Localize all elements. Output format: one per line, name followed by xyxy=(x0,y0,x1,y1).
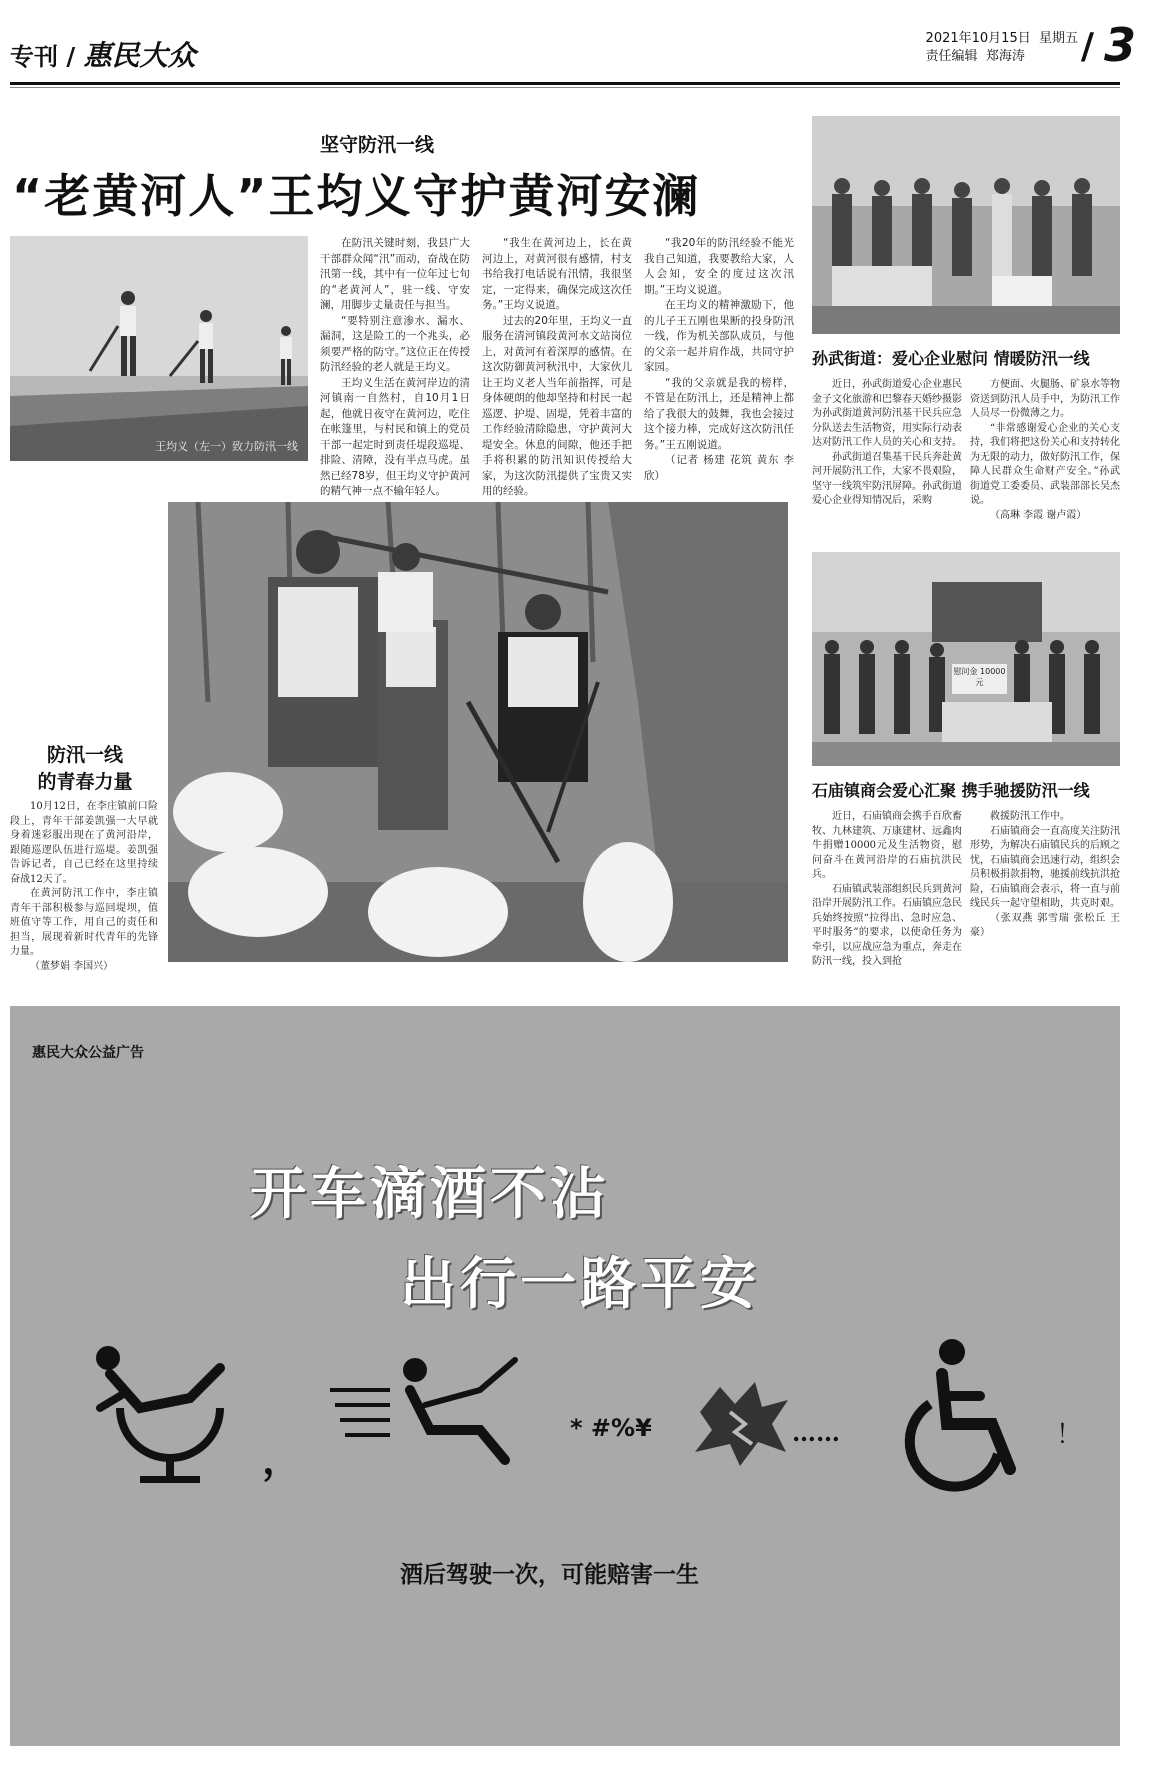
photo-caption: 王均义（左一）致力防汛一线 xyxy=(155,440,298,453)
article-column-3 xyxy=(644,236,794,484)
ad-slogan-line-1: 开车滴酒不沾 xyxy=(250,1161,610,1227)
photo-sandbag-work xyxy=(168,502,788,962)
issue-date: 2021年10月15日 xyxy=(925,31,1031,46)
section-slash: / xyxy=(66,42,76,71)
issue-weekday: 星期五 xyxy=(1038,31,1078,46)
wine-glass-figure-icon xyxy=(80,1338,250,1492)
youth-byline: （董梦娟 李国兴） xyxy=(30,960,114,972)
shimiao-column-2 xyxy=(970,810,1120,941)
youth-paragraph: 10月12日，在李庄镇前口险段上，青年干部姜凯强一大早就身着迷彩服出现在了黄河沿岸，跟随巡逻队伍进行巡堤。姜凯强告诉记者，自己已经在这里持续奋战12天了。 xyxy=(10,801,158,885)
section-name: 专刊 xyxy=(10,42,58,71)
shimiao-paragraph: 石庙镇商会一直高度关注防汛形势，为解决石庙镇民兵的后顾之忧，石庙镇商会迅速行动，组织会员积极捐款捐物，驰援前线抗洪抢险，石庙镇商会表示，将一直与前线民兵一起守望相助，共克时艰。 xyxy=(970,825,1120,909)
article-column-2 xyxy=(482,236,632,500)
article-paragraph: “我的父亲就是我的榜样，不管是在防汛上，还是精神上都给了我很大的鼓舞，我也会接过这个接力棒，完成好这次防汛任务。”王五刚说道。 xyxy=(644,376,794,451)
sunwu-paragraph: 孙武街道召集基干民兵奔赴黄河开展防汛工作，大家不畏艰险，坚守一线筑牢防汛屏障。孙武街道爱心企业得知情况后，采购 xyxy=(812,451,962,506)
youth-paragraph: 在黄河防汛工作中，李庄镇青年干部积极参与巡回堤坝，值班值守等工作，用自己的责任和担当，展现着新时代青年的先锋力量。 xyxy=(10,888,158,957)
article-byline: （记者 杨建 花筑 黄东 李欣） xyxy=(644,454,794,482)
ad-label: 惠民大众公益广告 xyxy=(32,1045,144,1061)
speeding-figure-icon xyxy=(330,1350,530,1474)
photo-river-bank xyxy=(10,236,308,461)
article-column-1 xyxy=(320,236,470,500)
shimiao-paragraph: 石庙镇武装部组织民兵到黄河沿岸开展防汛工作。石庙镇应急民兵始终按照“拉得出、急时应急、平时服务”的要求，以使命任务为牵引，以应战应急为重点，奔走在防汛一线，投入到抢 xyxy=(812,883,962,967)
article-paragraph: 王均义生活在黄河岸边的清河镇南一自然村，自10月1日起，他就日夜守在黄河边，吃住在帐篷里，与村民和镇上的党员干部一起定时到责任堤段巡堤、排险、清障，没有半点马虎。虽然已经78岁，但王均义守护黄河的精气神一点不输年轻人。 xyxy=(320,376,470,497)
youth-title xyxy=(10,742,160,796)
sunwu-column-1 xyxy=(812,378,962,509)
crash-burst-icon xyxy=(690,1382,790,1470)
photo-shimiao-donation xyxy=(812,552,1120,766)
article-paragraph: “要特别注意渗水、漏水、漏洞，这是险工的一个兆头，必须要严格的防守。”这位正在传授防汛经验的老人就是王均义。 xyxy=(320,314,470,373)
shimiao-title: 石庙镇商会爱心汇聚 携手驰援防汛一线 xyxy=(812,781,1090,800)
issue-info xyxy=(926,30,1078,66)
editor-name: 郑海涛 xyxy=(985,49,1025,64)
shimiao-paragraph: 近日，石庙镇商会携手百欣畜牧、九林建筑、万康建材、远鑫肉牛捐赠10000元及生活物资，慰问奋斗在黄河沿岸的石庙抗洪民兵。 xyxy=(812,811,962,880)
article-paragraph: “我20年的防汛经验不能光我自己知道，我要教给大家，人人会知，安全的度过这次汛期。”王均义说道。 xyxy=(644,237,794,296)
brand-name: 惠民大众 xyxy=(83,39,196,72)
sunwu-paragraph: “非常感谢爱心企业的关心支持，我们将把这份关心和支持转化为无限的动力，做好防汛工作，保障人民群众生命财产安全。”孙武街道党工委委员、武装部部长吴杰说。 xyxy=(970,422,1120,506)
article-paragraph: 在王均义的精神激励下，他的儿子王五刚也果断的投身防汛一线，作为机关部队成员，与他的父亲一起并肩作战，共同守护家园。 xyxy=(644,299,794,373)
youth-body xyxy=(10,800,158,974)
photo-sunwu-group xyxy=(812,116,1120,334)
sunwu-column-2 xyxy=(970,378,1120,523)
youth-title-line-2: 的青春力量 xyxy=(37,771,133,793)
ad-exclamation: ！ xyxy=(1056,1420,1083,1450)
shimiao-column-1 xyxy=(812,810,962,970)
article-paragraph: “我生在黄河边上，长在黄河边上，对黄河很有感情，村支书给我打电话说有汛情，我很坚定，一定得来，确保完成这次任务。”王均义说道。 xyxy=(482,237,632,311)
section-label xyxy=(10,34,196,74)
shimiao-byline: （张双燕 郭雪瑞 张松丘 王豪） xyxy=(970,912,1120,938)
article-kicker: 坚守防汛一线 xyxy=(320,134,435,156)
masthead-rule-thin xyxy=(10,87,1120,88)
ad-curse-symbols: * #%¥ xyxy=(570,1414,652,1442)
masthead-rule xyxy=(10,82,1120,85)
wheelchair-icon xyxy=(892,1334,1042,1498)
ad-comma: ， xyxy=(262,1436,302,1483)
sunwu-paragraph: 方便面、火腿肠、矿泉水等物资送到防汛人员手中，为防汛工作人员尽一份微薄之力。 xyxy=(970,379,1120,419)
page-number: 3 xyxy=(1103,18,1136,72)
sunwu-paragraph: 近日，孙武街道爱心企业惠民金子文化旅游和巴黎春天婚纱摄影为孙武街道黄河防汛基干民兵应急分队送去生活物资，用实际行动表达对防汛工作人员的关心和支持。 xyxy=(812,379,962,448)
article-paragraph: 过去的20年里，王均义一直服务在清河镇段黄河水文站岗位上，对黄河有着深厚的感情。在这次防御黄河秋汛中，大家伙儿让王均义老人当年前指挥，可是身体硬朗的他却坚持和村民一起巡逻、护堤、固堤，凭着丰富的工作经验清除隐患，守护黄河大堤安全。休息的间隙，他还手把手将积累的防汛知识传授给大家，为这次防汛提供了宝贵又实用的经验。 xyxy=(482,314,632,497)
shimiao-paragraph: 救援防汛工作中。 xyxy=(990,811,1070,822)
sunwu-byline: （高琳 李霞 谢卢霞） xyxy=(990,509,1087,521)
ad-ellipsis: …… xyxy=(792,1418,840,1447)
editor-label: 责任编辑 xyxy=(925,49,978,64)
donation-sign-text: 慰问金 10000元 xyxy=(953,667,1006,687)
page-slash: / xyxy=(1080,26,1094,67)
youth-title-line-1: 防汛一线 xyxy=(46,744,123,766)
article-headline: “老黄河人”王均义守护黄河安澜 xyxy=(12,169,701,223)
sunwu-title: 孙武街道：爱心企业慰问 情暖防汛一线 xyxy=(812,349,1090,368)
ad-footer-slogan: 酒后驾驶一次，可能赔害一生 xyxy=(400,1562,699,1588)
article-paragraph: 在防汛关键时刻，我县广大干部群众闻“汛”而动，奋战在防汛第一线，其中有一位年过七旬的“老黄河人”，驻一线、守安澜，用脚步丈量责任与担当。 xyxy=(320,237,470,311)
ad-slogan-line-2: 出行一路平安 xyxy=(400,1251,760,1317)
